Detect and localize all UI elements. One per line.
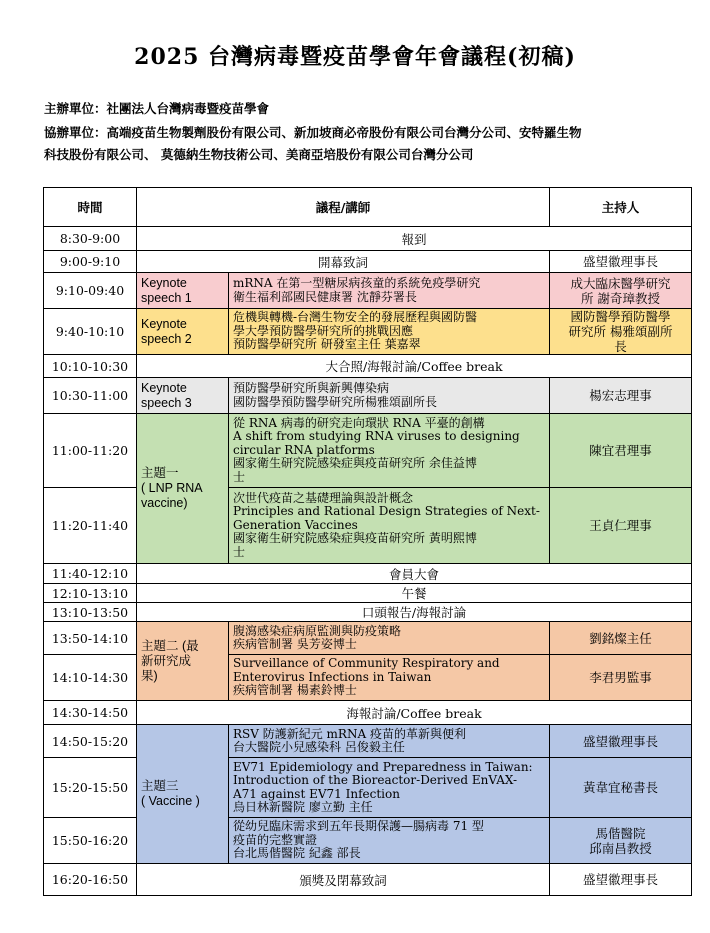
session-cell: 口頭報告/海報討論 <box>137 603 692 622</box>
host-cell: 李君男監事 <box>550 655 692 701</box>
host-cell <box>550 273 692 309</box>
topic-label <box>137 725 229 864</box>
host-cell: 盛望徽理事長 <box>550 864 692 896</box>
table-row <box>44 355 692 378</box>
talk-line: mRNA 在第一型糖尿病孩童的系統免疫學研究 <box>233 276 481 290</box>
table-row <box>44 864 692 896</box>
talk-cell <box>229 622 550 655</box>
topic-label-line: speech 1 <box>141 290 192 305</box>
talk-line: 學大學預防醫學研究所的挑戰因應 <box>233 323 414 338</box>
session-cell: 大合照/海報討論/Coffee break <box>137 355 692 378</box>
talk-line: 衛生福利部國民健康署 沈靜芬署長 <box>233 289 417 304</box>
header-topic: 議程/講師 <box>137 188 550 227</box>
topic-label <box>137 622 229 701</box>
topic-label-line: ( Vaccine ) <box>141 794 200 808</box>
time-cell: 13:10-13:50 <box>44 603 137 622</box>
topic-label-line: 新研究成 <box>141 653 192 668</box>
talk-cell <box>229 655 550 701</box>
talk-line: A shift from studying RNA viruses to designing <box>233 429 520 444</box>
talk-line: Surveillance of Community Respiratory and <box>233 656 500 671</box>
talk-cell <box>229 488 550 564</box>
session-cell: 午餐 <box>137 584 692 603</box>
host-cell: 盛望徽理事長 <box>550 251 692 273</box>
table-row <box>44 564 692 584</box>
talk-cell <box>229 818 550 864</box>
topic-label-line: Keynote <box>141 275 187 290</box>
table-row <box>44 725 692 758</box>
host-cell: 盛望徽理事長 <box>550 725 692 758</box>
talk-line: 預防醫學研究所 研發室主任 葉嘉翠 <box>233 337 421 352</box>
host-cell: 陳宜君理事 <box>550 414 692 488</box>
table-row <box>44 227 692 251</box>
topic-label-line: ( LNP RNA <box>141 481 203 495</box>
host-line: 馬偕醫院 <box>595 825 646 841</box>
talk-line: 士 <box>233 469 246 484</box>
host-cell <box>550 309 692 355</box>
talk-line: 預防醫學研究所與新興傳染病 <box>233 381 390 395</box>
talk-line: 國家衛生研究院感染症與疫苗研究所 黃明熙博 <box>233 531 477 546</box>
co-organizers-line-1: 協辦單位：高端疫苗生物製劑股份有限公司、新加坡商必帝股份有限公司台灣分公司、安特羅生物 <box>44 125 582 140</box>
topic-label-line: 主題二 (最 <box>141 638 199 653</box>
session-cell: 開幕致詞 <box>137 251 550 273</box>
topic-label-line: Keynote <box>141 316 187 331</box>
talk-cell <box>229 758 550 818</box>
talk-line: 台北馬偕醫院 紀鑫 部長 <box>233 846 361 861</box>
talk-cell <box>229 309 550 355</box>
time-cell: 15:50-16:20 <box>44 818 137 864</box>
table-row <box>44 309 692 355</box>
page-title: 2025 台灣病毒暨疫苗學會年會議程(初稿) <box>134 44 576 70</box>
host-line: 長 <box>614 339 627 354</box>
time-cell: 10:10-10:30 <box>44 355 137 378</box>
host-cell: 黃韋宜秘書長 <box>550 758 692 818</box>
co-organizers-line-2: 科技股份有限公司、 莫德納生物技術公司、美商亞培股份有限公司台灣分公司 <box>44 147 474 162</box>
host-cell: 王貞仁理事 <box>550 488 692 564</box>
topic-label-line: vaccine) <box>141 496 188 510</box>
talk-line: 從幼兒臨床需求到五年長期保護—腸病毒 71 型 <box>233 819 484 834</box>
topic-label-line: 主題三 <box>141 779 179 793</box>
time-cell: 14:30-14:50 <box>44 701 137 725</box>
time-cell: 13:50-14:10 <box>44 622 137 655</box>
topic-label <box>137 378 229 414</box>
talk-line: 國家衛生研究院感染症與疫苗研究所 余佳益博 <box>233 456 477 471</box>
time-cell: 11:00-11:20 <box>44 414 137 488</box>
talk-line: Enterovirus Infections in Taiwan <box>233 669 432 684</box>
talk-line: 從 RNA 病毒的研究走向環狀 RNA 平臺的創構 <box>233 415 485 430</box>
time-cell: 10:30-11:00 <box>44 378 137 414</box>
table-header <box>44 188 692 227</box>
host-line: 成大臨床醫學研究 <box>570 275 671 291</box>
session-cell: 會員大會 <box>137 564 692 584</box>
talk-line: 士 <box>233 544 246 559</box>
talk-line: 疾病管制署 楊素鈴博士 <box>233 683 357 698</box>
session-cell: 報到 <box>137 227 692 251</box>
table-row <box>44 701 692 725</box>
time-cell: 8:30-9:00 <box>44 227 137 251</box>
time-cell: 11:20-11:40 <box>44 488 137 564</box>
time-cell: 12:10-13:10 <box>44 584 137 603</box>
header-host: 主持人 <box>550 188 692 227</box>
table-row <box>44 622 692 655</box>
talk-line: RSV 防護新紀元 mRNA 疫苗的革新與便利 <box>233 726 466 741</box>
topic-label <box>137 414 229 564</box>
talk-line: Principles and Rational Design Strategies of Next- <box>233 504 540 519</box>
co-organizers <box>44 122 690 166</box>
host-cell <box>550 818 692 864</box>
time-cell: 9:10-09:40 <box>44 273 137 309</box>
host-line: 研究所 楊雅頌副所 <box>568 324 673 339</box>
talk-cell <box>229 725 550 758</box>
header-time: 時間 <box>44 188 137 227</box>
session-cell: 海報討論/Coffee break <box>137 701 692 725</box>
talk-cell <box>229 414 550 488</box>
host-cell: 劉銘燦主任 <box>550 622 692 655</box>
topic-label-line: speech 2 <box>141 331 192 346</box>
talk-line: 疾病管制署 吳芳姿博士 <box>233 637 357 651</box>
talk-cell <box>229 378 550 414</box>
time-cell: 11:40-12:10 <box>44 564 137 584</box>
talk-line: 危機與轉機-台灣生物安全的發展歷程與國防醫 <box>233 310 478 325</box>
talk-line: 台大醫院小兒感染科 呂俊毅主任 <box>233 740 405 754</box>
time-cell: 9:40-10:10 <box>44 309 137 355</box>
table-row <box>44 251 692 273</box>
table-row <box>44 273 692 309</box>
talk-line: 疫苗的完整實證 <box>233 832 318 847</box>
table-row <box>44 378 692 414</box>
talk-line: Generation Vaccines <box>233 517 358 532</box>
table-row <box>44 584 692 603</box>
table-row <box>44 414 692 488</box>
talk-cell <box>229 273 550 309</box>
talk-line: Introduction of the Bioreactor-Derived EnVAX- <box>233 773 518 787</box>
host-line: 邱南昌教授 <box>589 840 652 856</box>
topic-label-line: speech 3 <box>141 395 192 410</box>
time-cell: 16:20-16:50 <box>44 864 137 896</box>
topic-label-line: 果) <box>141 668 158 683</box>
organizer: 主辦單位：社團法人台灣病毒暨疫苗學會 <box>44 101 270 116</box>
host-line: 所 謝奇璋教授 <box>581 290 660 306</box>
topic-label-line: 主題一 <box>141 466 179 480</box>
time-cell: 15:20-15:50 <box>44 758 137 818</box>
session-cell: 頒獎及閉幕致詞 <box>137 864 550 896</box>
table-row <box>44 603 692 622</box>
time-cell: 14:10-14:30 <box>44 655 137 701</box>
topic-label <box>137 309 229 355</box>
host-cell: 楊宏志理事 <box>550 378 692 414</box>
talk-line: 國防醫學預防醫學研究所楊雅頌副所長 <box>233 394 438 409</box>
topic-label <box>137 273 229 309</box>
time-cell: 14:50-15:20 <box>44 725 137 758</box>
talk-line: 腹瀉感染症病原監測與防疫策略 <box>233 623 402 638</box>
talk-line: EV71 Epidemiology and Preparedness in Taiwan: <box>233 759 533 774</box>
host-line: 國防醫學預防醫學 <box>570 309 671 324</box>
talk-line: A71 against EV71 Infection <box>233 786 400 801</box>
talk-line: 次世代疫苗之基礎理論與設計概念 <box>233 490 414 505</box>
time-cell: 9:00-9:10 <box>44 251 137 273</box>
topic-label-line: Keynote <box>141 380 187 395</box>
talk-line: circular RNA platforms <box>233 442 375 457</box>
agenda-table <box>43 187 692 896</box>
talk-line: 烏日林新醫院 廖立勤 主任 <box>233 800 373 814</box>
